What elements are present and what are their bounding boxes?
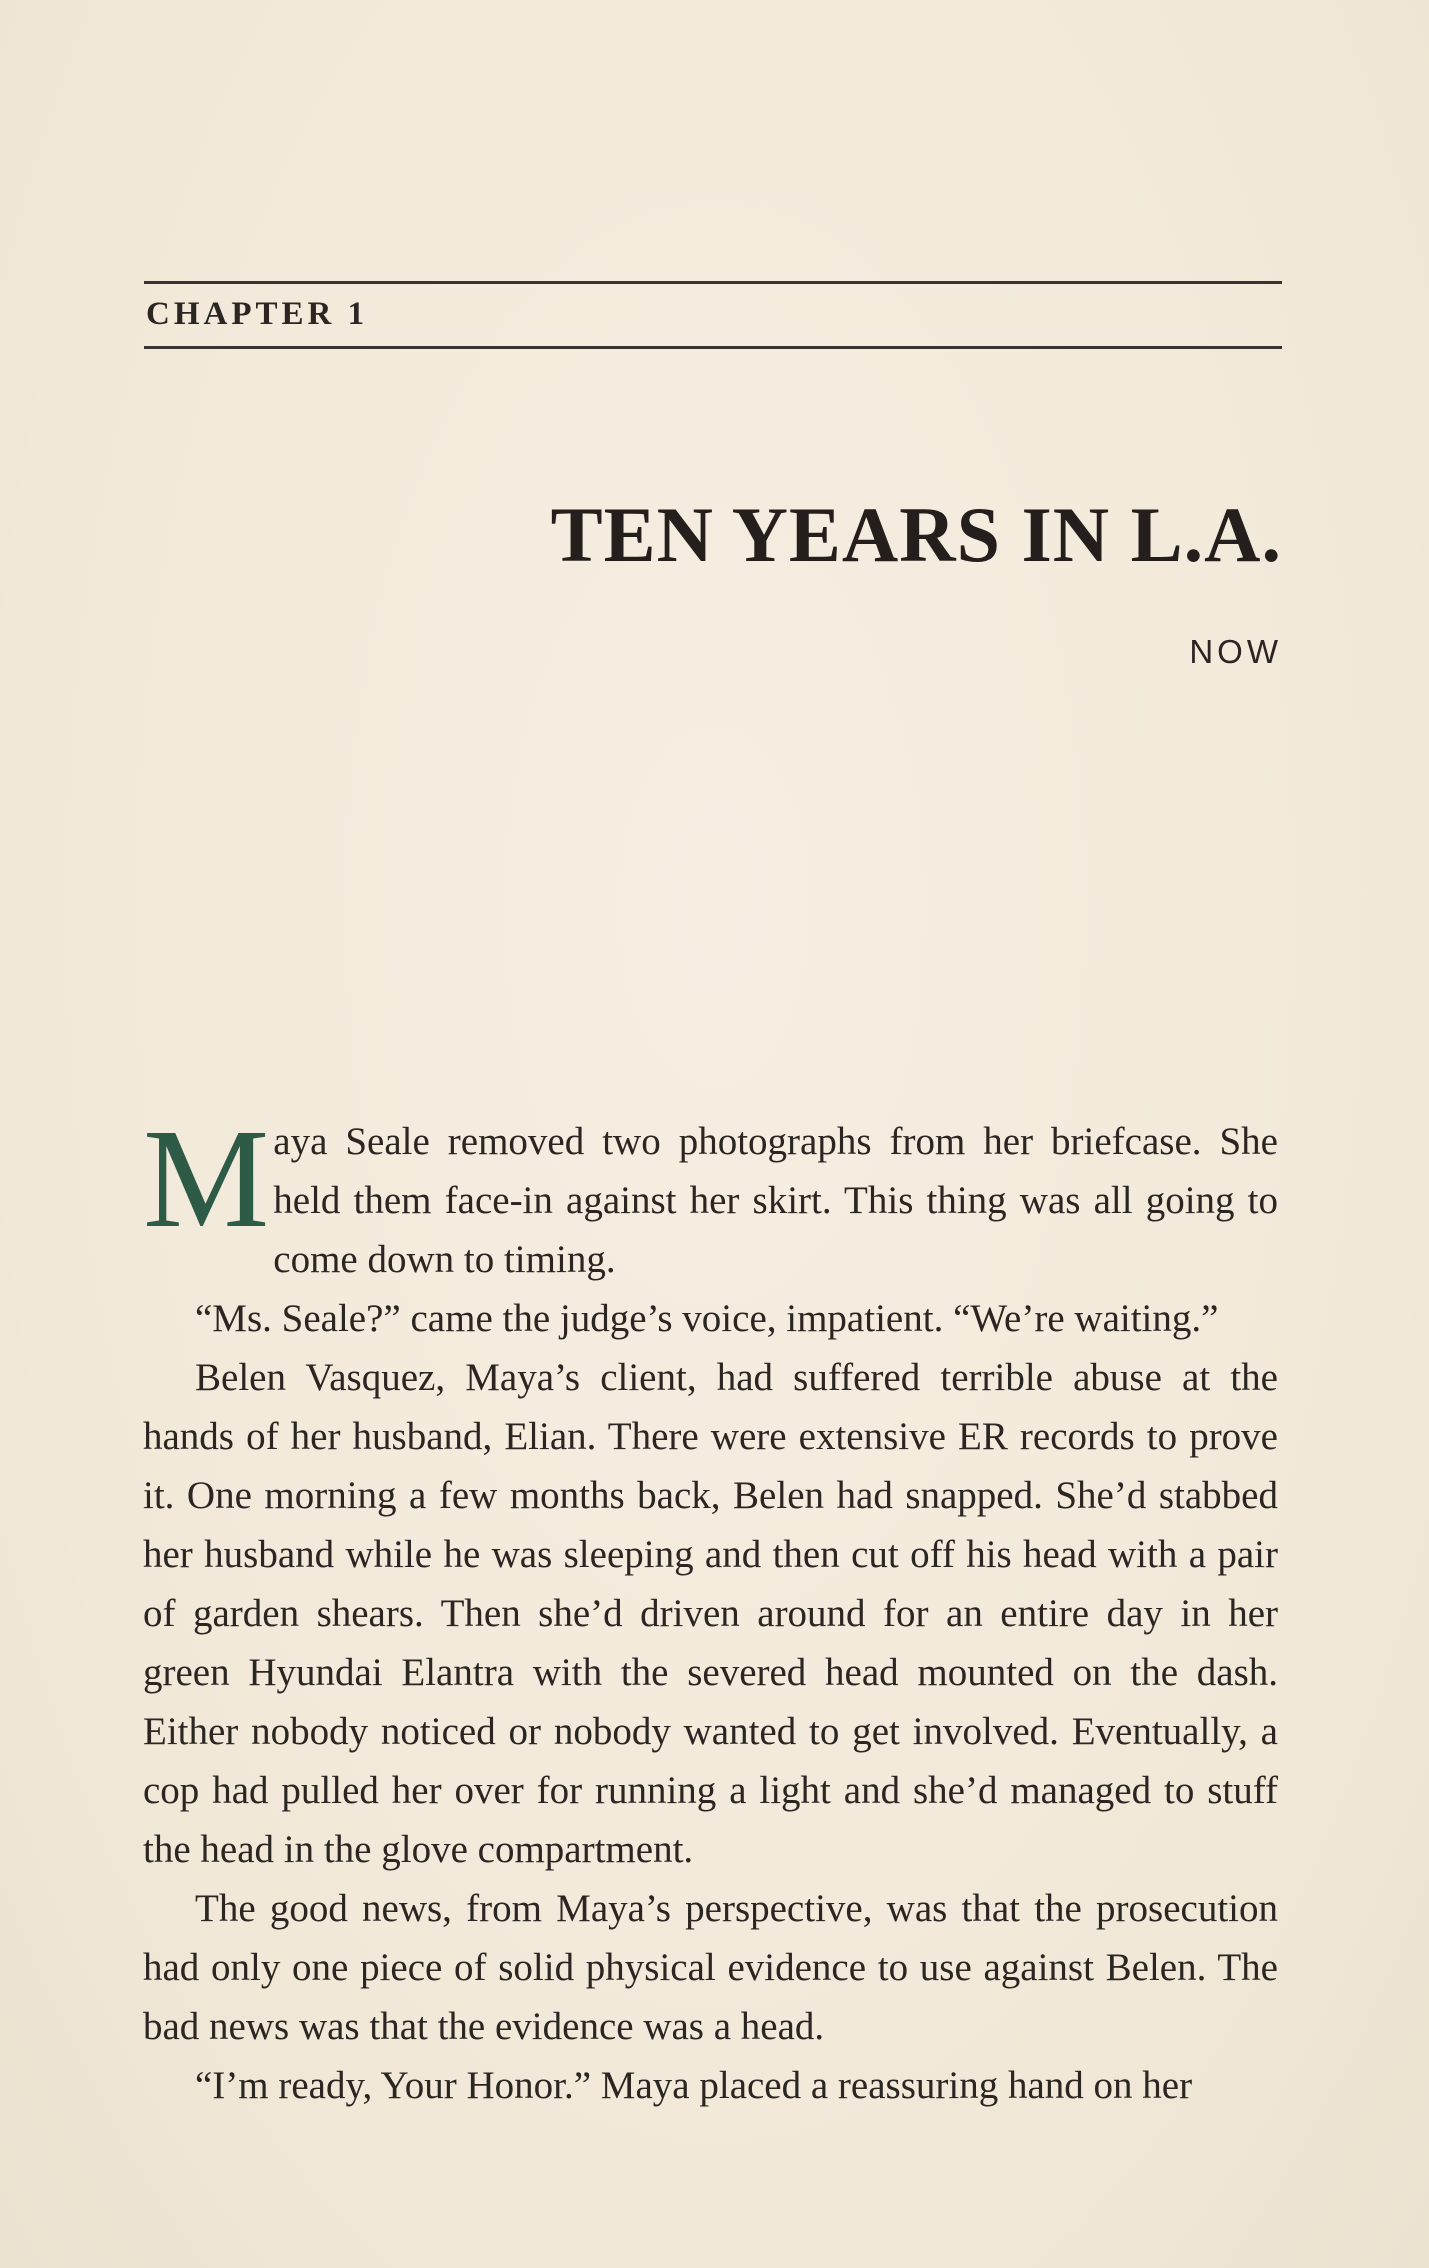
chapter-number: CHAPTER 1	[146, 296, 369, 332]
paragraph-text: aya Seale removed two photographs from her briefcase. She held them face-in against her skirt. This thing was all going to come down to timing.	[273, 1120, 1278, 1281]
chapter-subtitle: NOW	[1189, 633, 1282, 670]
chapter-rule-top	[144, 281, 1282, 284]
chapter-title: TEN YEARS IN L.A.	[550, 491, 1282, 578]
paragraph	[143, 1099, 1278, 1289]
paragraph: Belen Vasquez, Maya’s client, had suffered terrible abuse at the hands of her husband, Elian. There were extensive ER records to prove it. One morning a few months back, Belen had snapped. She’d stabbed her husband while he was sleeping and then cut off his head with a pair of garden shears. Then she’d driven around for an entire day in her green Hyundai Elantra with the severed head mounted on the dash. Either nobody noticed or nobody wanted to get involved. Eventually, a cop had pulled her over for running a light and she’d managed to stuff the head in the glove compartment.	[143, 1356, 1278, 1871]
paragraph: “I’m ready, Your Honor.” Maya placed a reassuring hand on her	[195, 2064, 1193, 2107]
paragraph: “Ms. Seale?” came the judge’s voice, impatient. “We’re waiting.”	[195, 1297, 1219, 1340]
drop-cap: M	[143, 1099, 270, 1257]
chapter-body	[143, 1099, 1278, 2115]
paragraph: The good news, from Maya’s perspective, was that the prosecution had only one piece of solid physical evidence to use against Belen. The bad news was that the evidence was a head.	[143, 1887, 1278, 2048]
chapter-rule-bottom	[144, 346, 1282, 349]
